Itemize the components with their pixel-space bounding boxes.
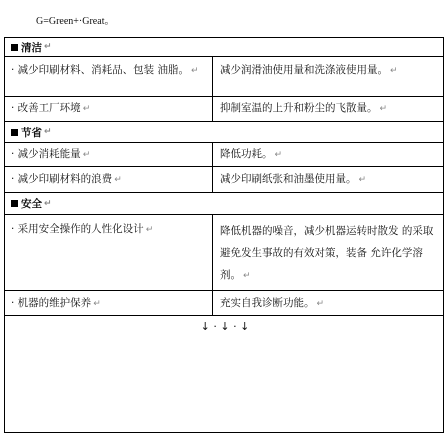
table-row: · 减少消耗能量 ↵ 降低功耗。 ↵ <box>4 142 444 166</box>
row-label: · 采用安全操作的人性化设计 <box>11 223 144 235</box>
table-row: · 改善工厂环境 ↵ 抑制室温的上升和粉尘的飞散量。 ↵ <box>4 96 444 121</box>
footer-box <box>4 316 444 433</box>
section-header-safety: 安全 ↵ <box>4 192 444 214</box>
paragraph-mark-icon: ↵ <box>44 42 52 52</box>
section-title: 安全 <box>21 198 42 210</box>
table-row: · 减少印刷材料的浪费 ↵ 减少印刷纸张和油墨使用量。 ↵ <box>4 166 444 192</box>
row-value: 充实自我诊断功能。 <box>220 297 315 309</box>
row-label: · 机器的维护保养 <box>11 297 92 309</box>
table-row: · 机器的维护保养 ↵ 充实自我诊断功能。 ↵ <box>4 290 444 316</box>
square-bullet-icon <box>11 200 18 207</box>
row-label: · 减少印刷材料的浪费 <box>11 173 113 185</box>
row-label: · 减少印刷材料、消耗品、包装 油脂。 <box>11 64 190 76</box>
table-row: · 采用安全操作的人性化设计 ↵ 降低机器的噪音，减少机器运转时散发 的采取避免发生事故的有效对策，装备 允许化学溶剂。 ↵ <box>4 214 444 290</box>
table-row: · 减少印刷材料、消耗品、包装 油脂。 ↵ 减少润滑油使用量和洗涤液使用量。 ↵ <box>4 56 444 96</box>
row-label: · 减少消耗能量 <box>11 148 81 160</box>
section-title: 节省 <box>21 126 42 139</box>
section-title: 清洁 <box>21 41 42 54</box>
row-value: 降低功耗。 <box>220 148 273 160</box>
row-value: 抑制室温的上升和粉尘的飞散量。 <box>220 102 378 114</box>
square-bullet-icon <box>11 129 18 136</box>
section-header-clean <box>4 37 444 56</box>
square-bullet-icon <box>11 44 18 51</box>
row-value: 减少润滑油使用量和洗涤液使用量。 <box>220 64 388 76</box>
footer-arrows: ↓ · ↓ · ↓ <box>200 320 250 333</box>
row-label: · 改善工厂环境 <box>11 102 81 114</box>
row-value: 减少印刷纸张和油墨使用量。 <box>220 173 357 185</box>
feature-table <box>4 37 444 433</box>
row-value: 降低机器的噪音，减少机器运转时散发 的采取避免发生事故的有效对策，装备 允许化学溶剂。 <box>220 225 434 281</box>
top-caption: G=Green+·Great。 <box>36 16 115 27</box>
section-header-save: 节省 ↵ <box>4 121 444 142</box>
